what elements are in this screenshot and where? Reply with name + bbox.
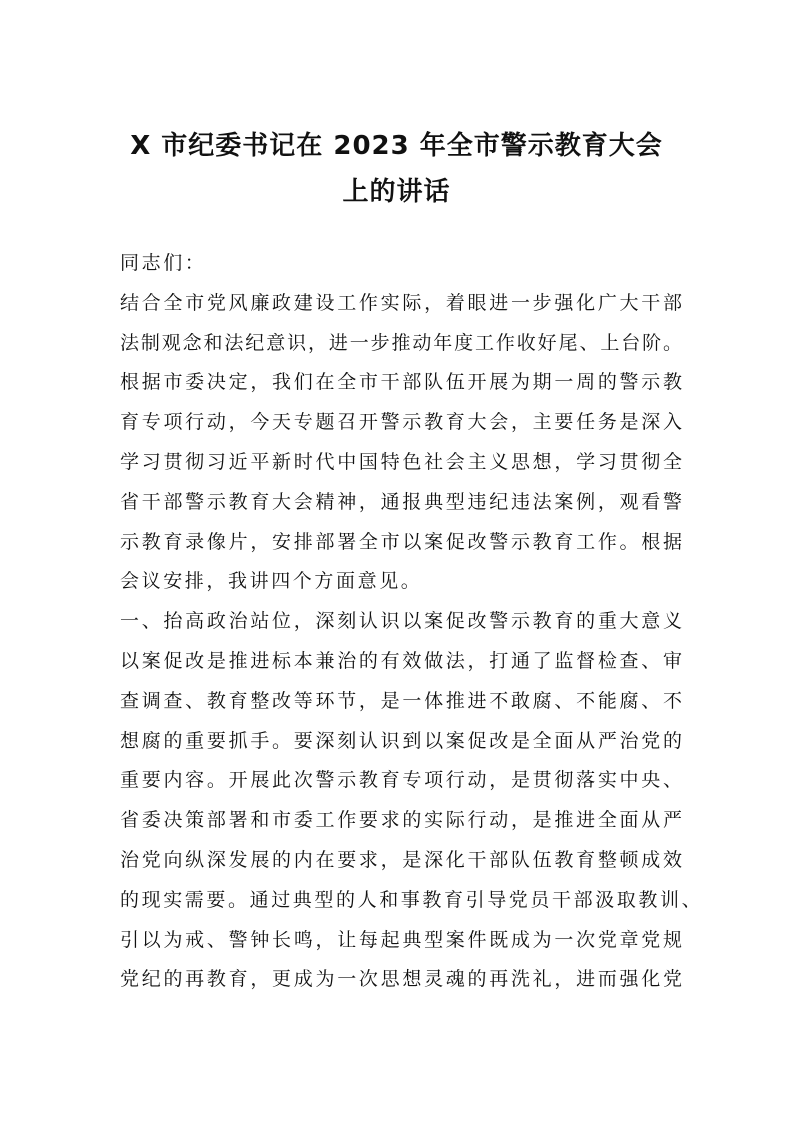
text-line: 会议安排，我讲四个方面意见。 <box>120 570 423 593</box>
text-line: 根据市委决定，我们在全市干部队伍开展为期一周的警示教 <box>120 371 682 394</box>
text-line: 省干部警示教育大会精神，通报典型违纪违法案例，观看警 <box>120 490 682 513</box>
text-line: 的现实需要。通过典型的人和事教育引导党员干部汲取教训、 <box>120 888 704 911</box>
text-line: 同志们： <box>120 252 207 274</box>
document-title-line-1: X 市纪委书记在 2023 年全市警示教育大会 <box>130 131 663 161</box>
text-line: 省委决策部署和市委工作要求的实际行动，是推进全面从严 <box>120 809 682 832</box>
document-body <box>120 244 704 1000</box>
text-line: 以案促改是推进标本兼治的有效做法，打通了监督检查、审 <box>120 649 682 672</box>
text-line: 查调查、教育整改等环节，是一体推进不敢腐、不能腐、不 <box>120 689 682 712</box>
text-line: 想腐的重要抓手。要深刻认识到以案促改是全面从严治党的 <box>120 729 682 752</box>
text-line: 示教育录像片，安排部署全市以案促改警示教育工作。根据 <box>120 530 682 553</box>
text-line: 引以为戒、警钟长鸣，让每起典型案件既成为一次党章党规 <box>120 928 682 951</box>
text-line: 结合全市党风廉政建设工作实际，着眼进一步强化广大干部 <box>120 291 682 314</box>
text-line: 学习贯彻习近平新时代中国特色社会主义思想，学习贯彻全 <box>120 450 682 473</box>
text-line: 育专项行动，今天专题召开警示教育大会，主要任务是深入 <box>120 411 682 434</box>
document-title-line-2: 上的讲话 <box>342 177 451 207</box>
text-line: 重要内容。开展此次警示教育专项行动，是贯彻落实中央、 <box>120 769 682 792</box>
text-line: 党纪的再教育，更成为一次思想灵魂的再洗礼，进而强化党 <box>120 968 682 991</box>
text-line: 法制观念和法纪意识，进一步推动年度工作收好尾、上台阶。 <box>120 331 682 354</box>
text-line: 治党向纵深发展的内在要求，是深化干部队伍教育整顿成效 <box>120 848 682 871</box>
text-line: 一、抬高政治站位，深刻认识以案促改警示教育的重大意义 <box>120 610 682 633</box>
